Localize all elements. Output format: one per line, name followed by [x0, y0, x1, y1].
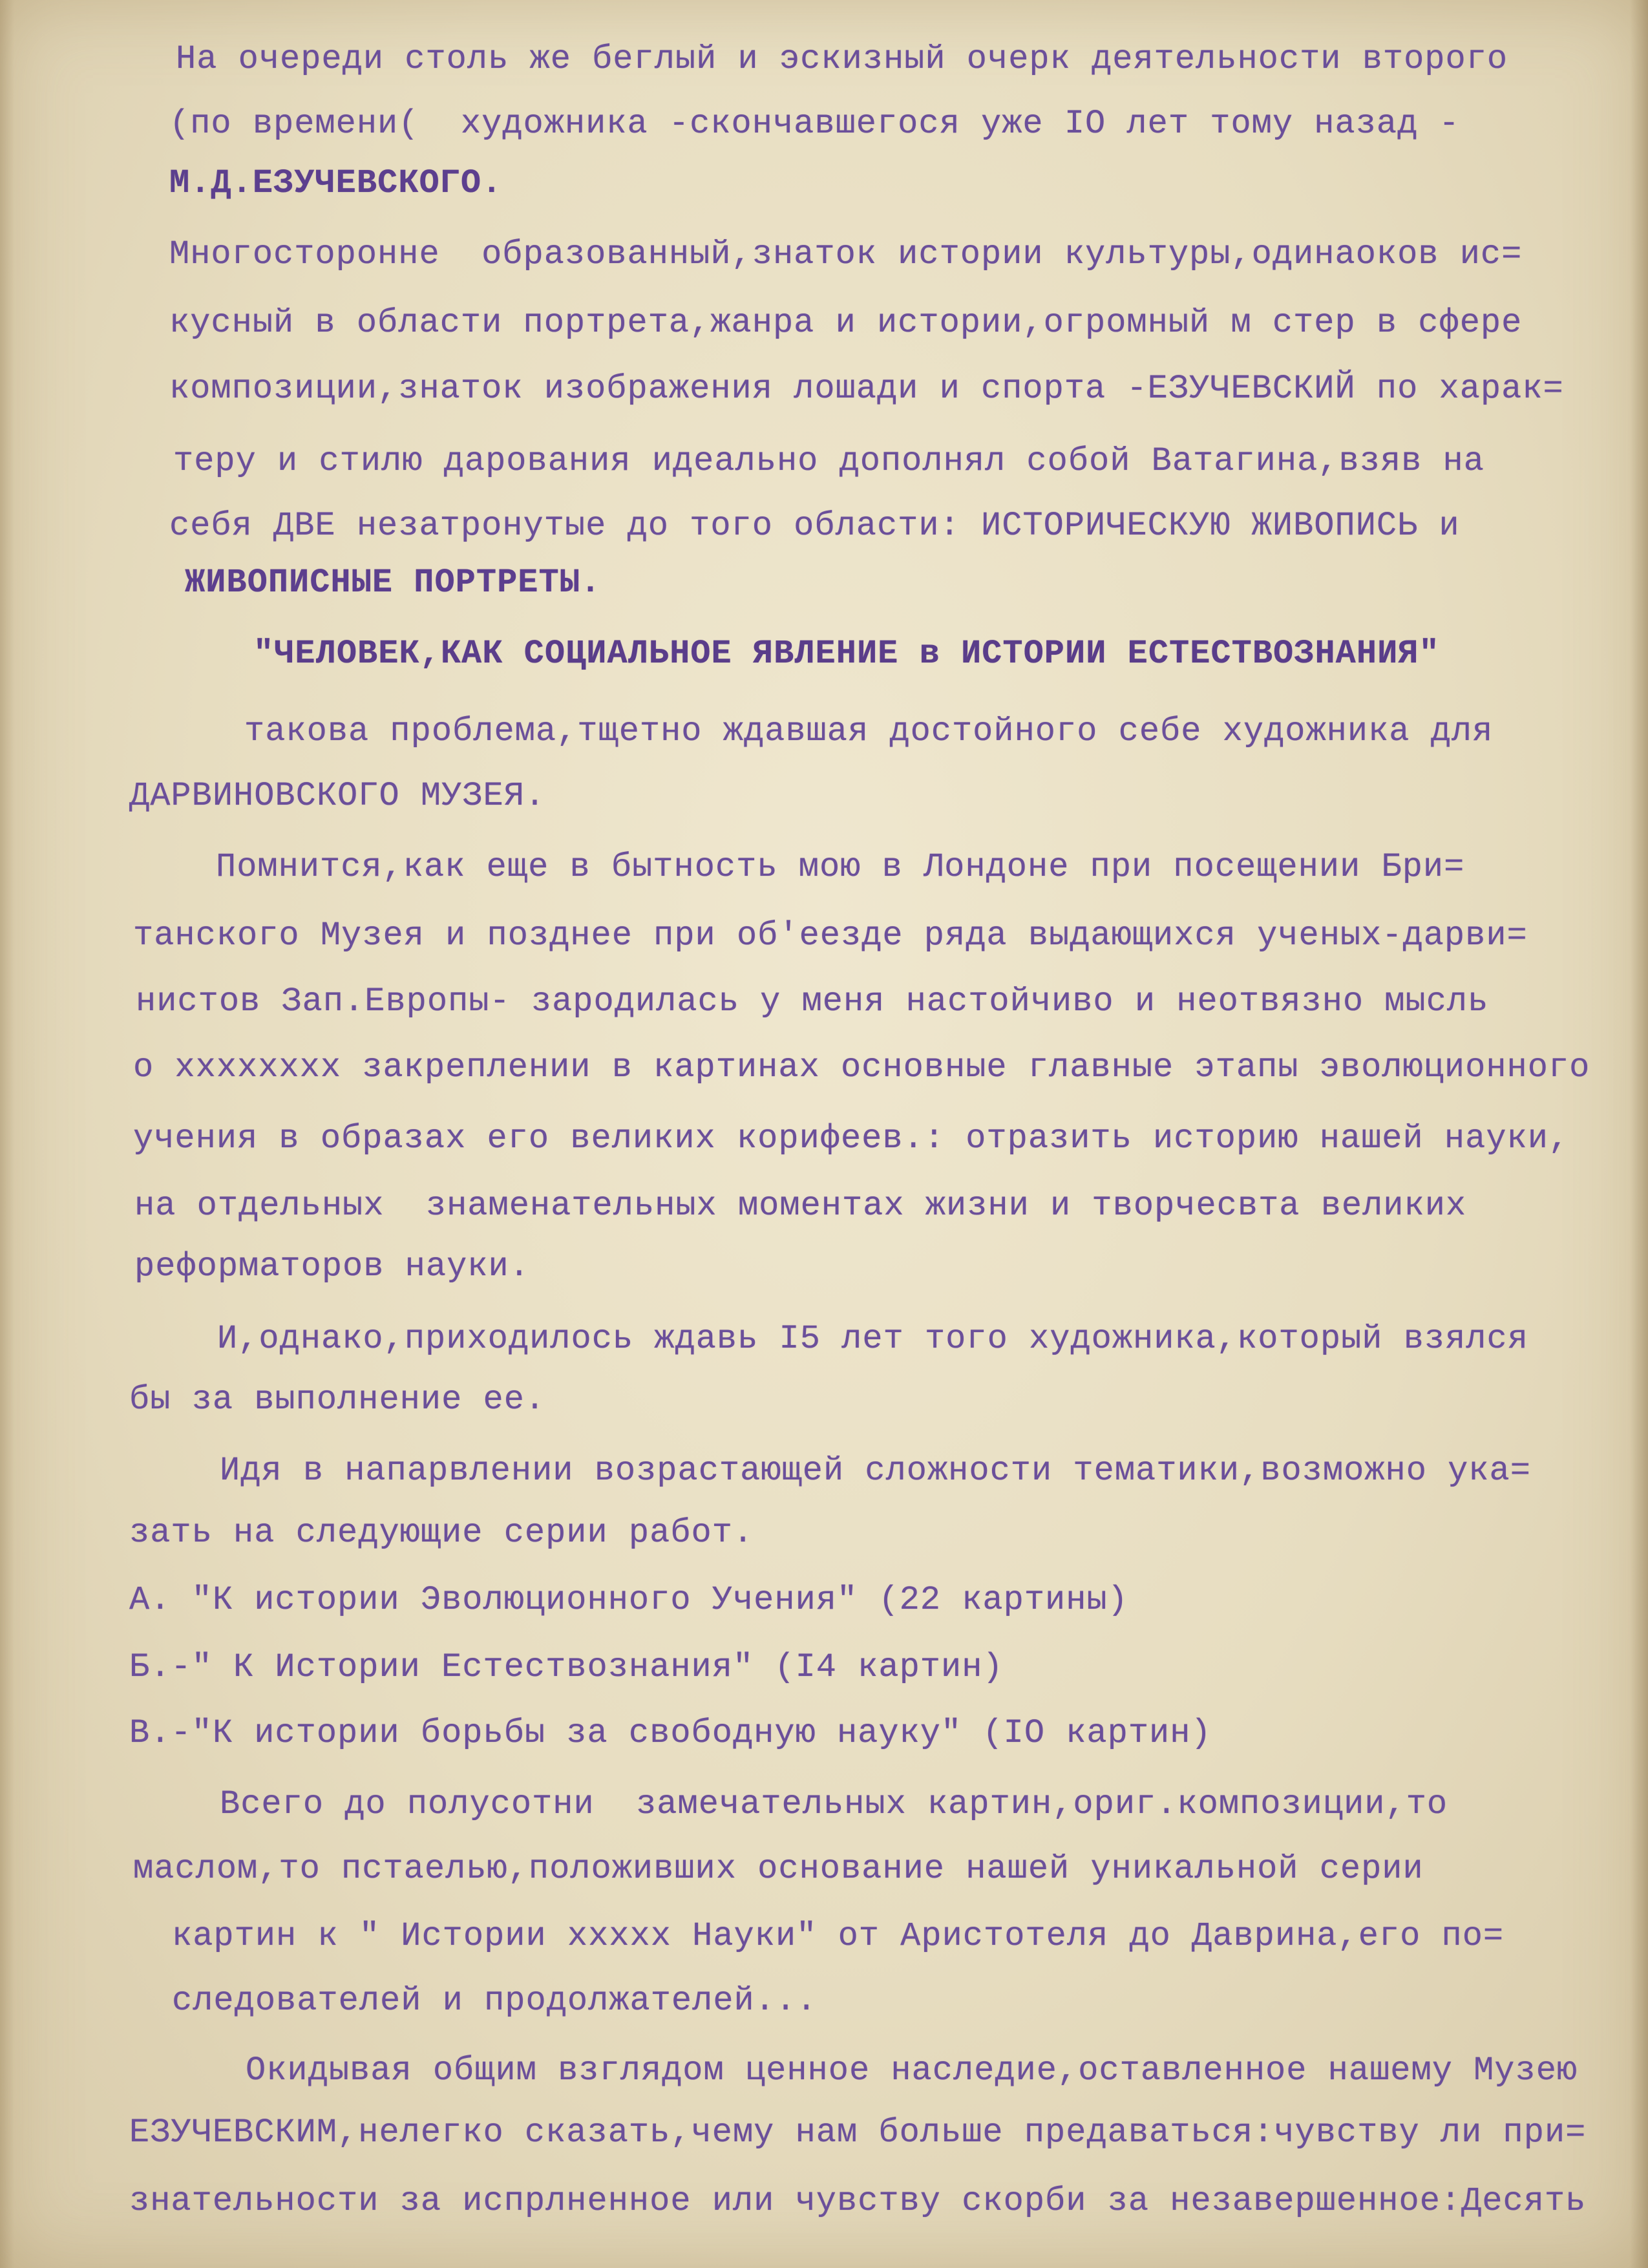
text-line: И,однако,приходилось ждавь I5 лет того художника,который взялся: [217, 1320, 1528, 1358]
text-line: ДАРВИНОВСКОГО МУЗЕЯ.: [129, 777, 546, 815]
text-line: кусный в области портрета,жанра и истории,огромный м стер в сфере: [169, 304, 1523, 342]
text-line: ЕЗУЧЕВСКИМ,нелегко сказать,чему нам больше предаваться:чувству ли при=: [129, 2114, 1587, 2152]
text-line: ЖИВОПИСНЫЕ ПОРТРЕТЫ.: [185, 564, 602, 602]
text-line: танского Музея и позднее при об'еезде ряда выдающихся ученых-дарви=: [133, 917, 1528, 955]
text-line: (по времени( художника -скончавшегося уже IO лет тому назад -: [169, 105, 1460, 143]
text-line: следователей и продолжателей...: [172, 1982, 818, 2020]
text-line: Помнится,как еще в бытность мою в Лондоне при посещении Бри=: [216, 848, 1465, 886]
text-line: композиции,знаток изображения лошади и спорта -ЕЗУЧЕВСКИЙ по харак=: [169, 370, 1564, 408]
text-line: Многосторонне образованный,знаток истории культуры,одинаоков ис=: [169, 235, 1523, 273]
text-line: себя ДВЕ незатронутые до того области: ИСТОРИЧЕСКУЮ ЖИВОПИСЬ и: [169, 507, 1460, 545]
text-line: На очереди столь же беглый и эскизный очерк деятельности второго: [176, 40, 1508, 78]
text-line: о хххххххх закреплении в картинах основные главные этапы эволюционного: [133, 1048, 1590, 1086]
text-line: Идя в напарвлении возрастающей сложности тематики,возможно ука=: [220, 1452, 1531, 1490]
text-line: учения в образах его великих корифеев.: отразить историю нашей науки,: [133, 1119, 1570, 1158]
text-line: реформаторов науки.: [134, 1247, 530, 1286]
text-line: на отдельных знаменательных моментах жизни и творчесвта великих: [134, 1187, 1467, 1225]
text-line: А. "К истории Эволюционного Учения" (22 картины): [129, 1581, 1128, 1619]
text-line: зать на следующие серии работ.: [129, 1514, 754, 1552]
text-line: картин к " Истории ххххх Науки" от Аристотеля до Даврина,его по=: [172, 1917, 1505, 1955]
text-line: Окидывая общим взглядом ценное наследие,оставленное нашему Музею: [246, 2051, 1578, 2090]
text-line: Всего до полусотни замечательных картин,ориг.композиции,то: [220, 1785, 1448, 1823]
text-line: бы за выполнение ее.: [129, 1381, 546, 1419]
text-line: Б.-" К Истории Естествознания" (I4 картин): [129, 1648, 1004, 1686]
section-heading: "ЧЕЛОВЕК,КАК СОЦИАЛЬНОЕ ЯВЛЕНИЕ в ИСТОРИИ ЕСТЕСТВОЗНАНИЯ": [253, 635, 1440, 673]
text-line: теру и стилю дарования идеально дополнял собой Ватагина,взяв на: [173, 442, 1484, 480]
text-line: знательности за испрлненное или чувству скорби за незавершенное:Десять: [129, 2182, 1587, 2220]
text-line: нистов Зап.Европы- зародилась у меня настойчиво и неотвязно мысль: [136, 982, 1489, 1021]
text-line: маслом,то пстаелью,положивших основание нашей уникальной серии: [133, 1850, 1424, 1888]
text-line: В.-"К истории борьбы за свободную науку" (IO картин): [129, 1714, 1212, 1752]
text-line: такова проблема,тщетно ждавшая достойного себе художника для: [244, 712, 1494, 750]
text-line: М.Д.ЕЗУЧЕВСКОГО.: [169, 164, 503, 202]
